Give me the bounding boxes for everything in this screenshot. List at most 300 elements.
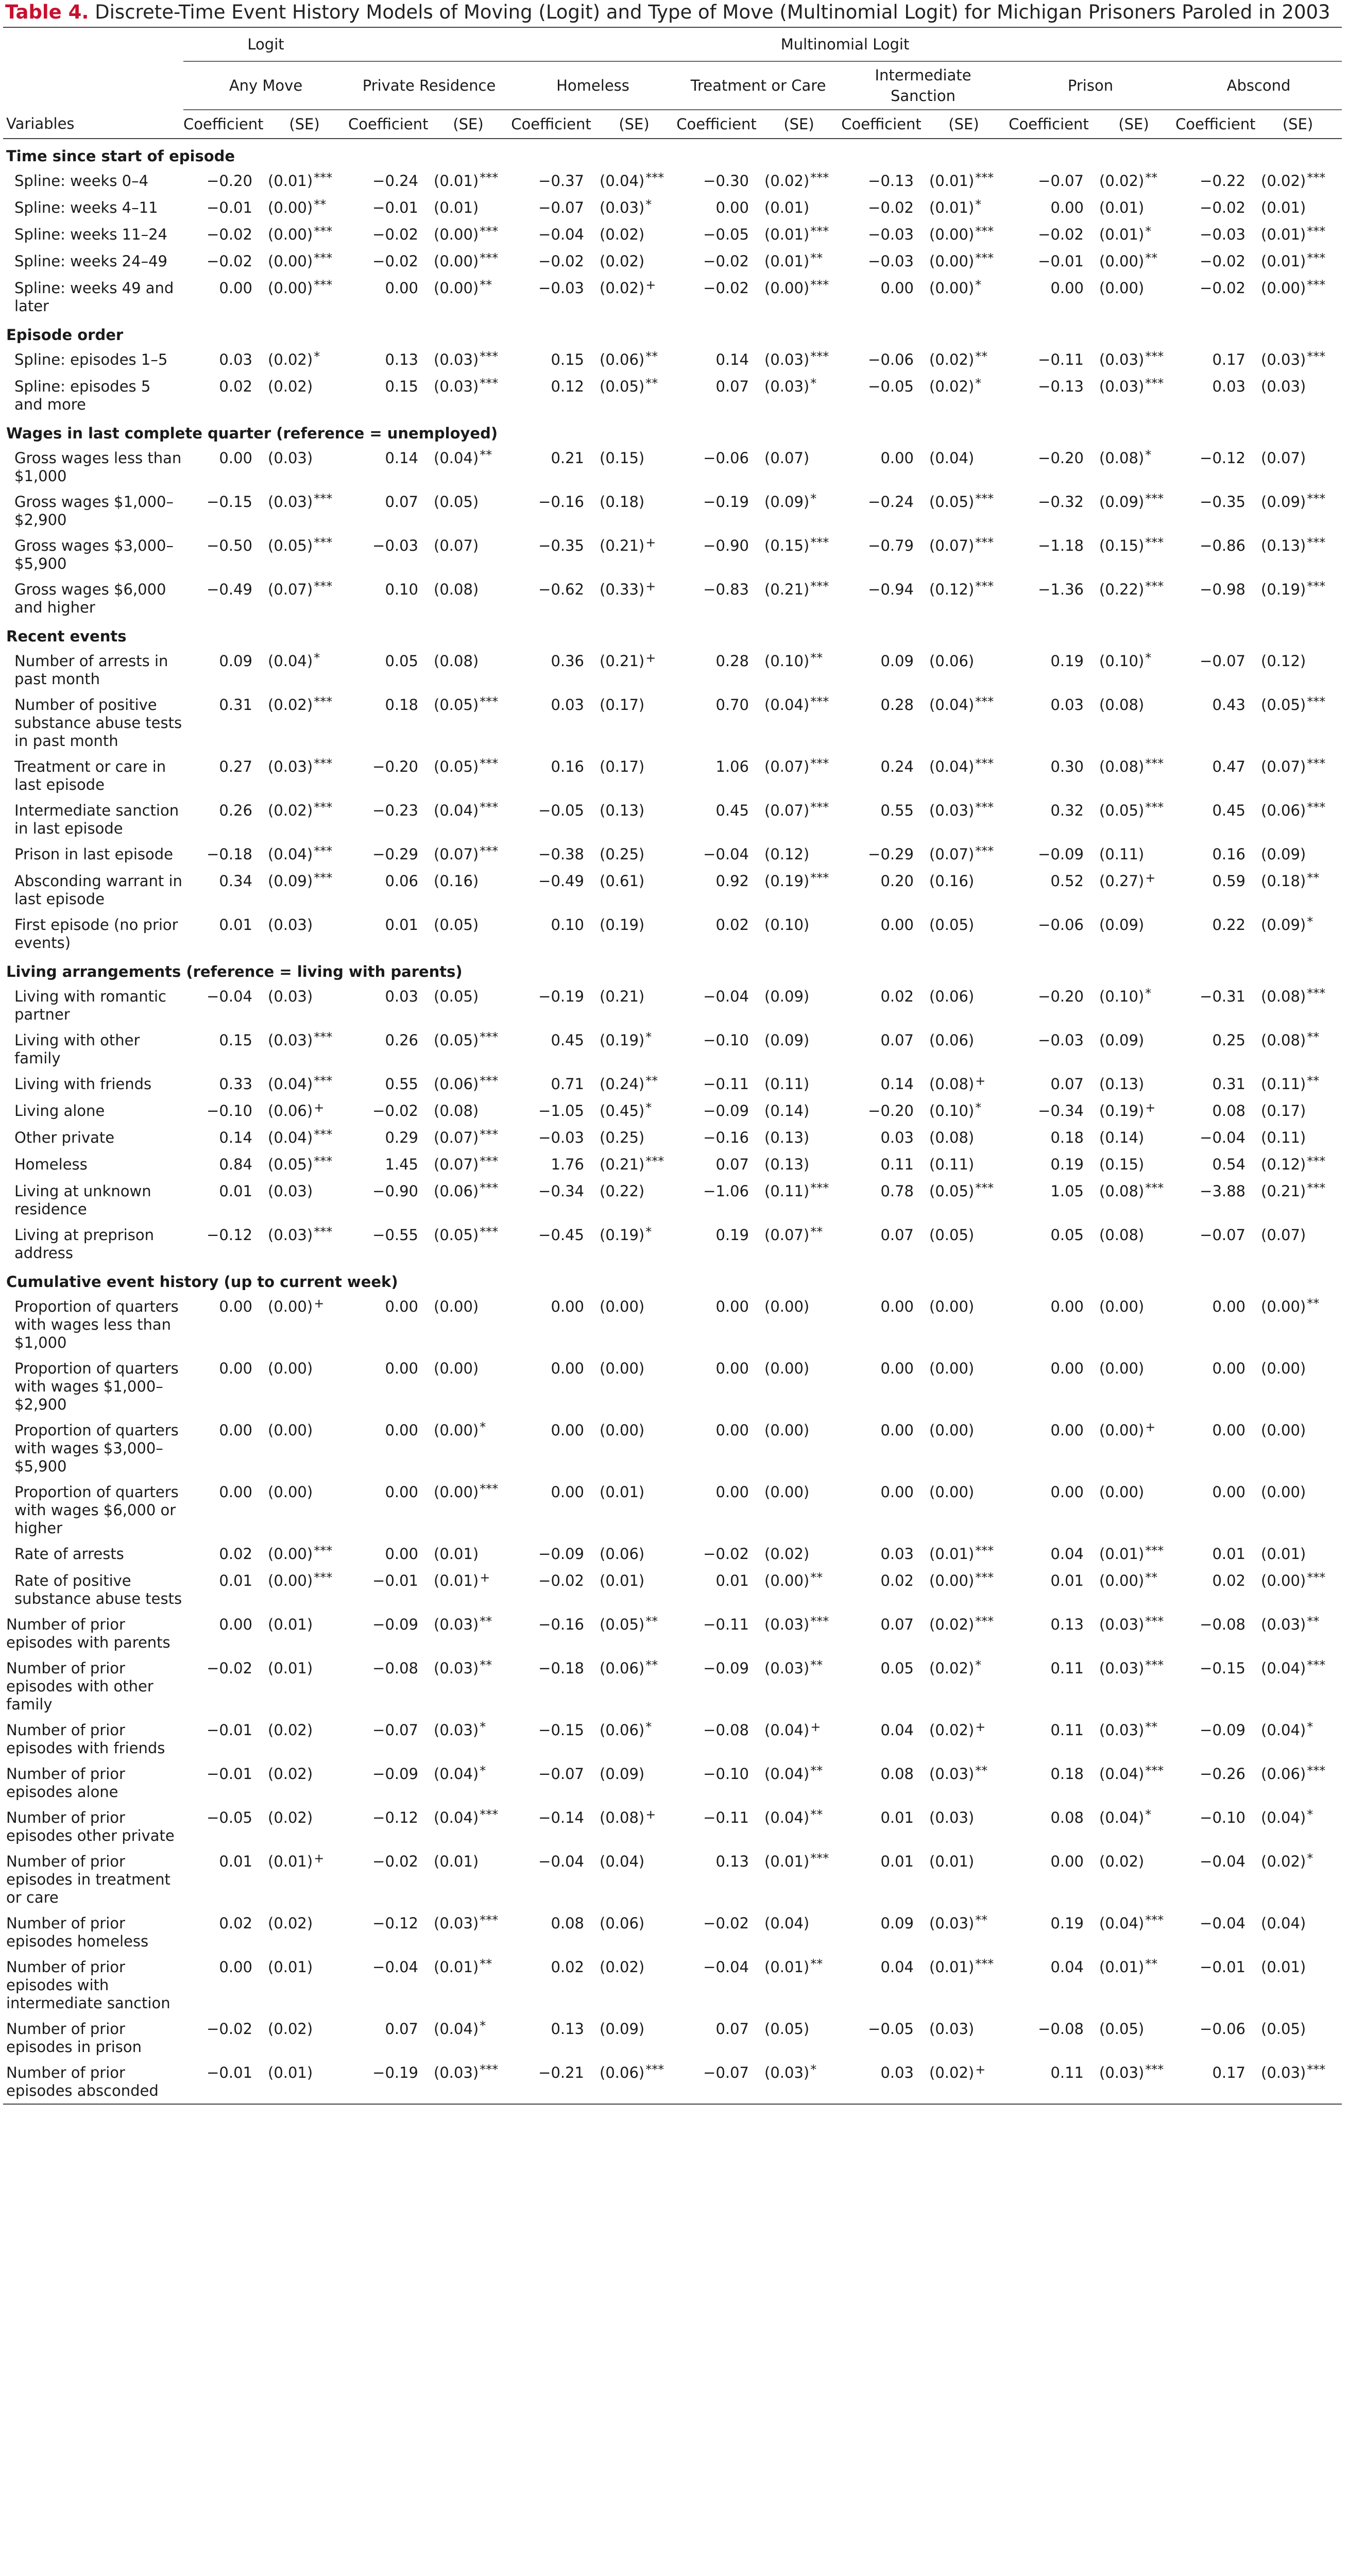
coefficient-cell: 0.14 xyxy=(219,1129,252,1146)
coefficient-cell: −0.05 xyxy=(868,2020,914,2038)
coefficient-cell: −0.18 xyxy=(207,845,252,863)
page xyxy=(3,0,1342,2105)
significance-marker: + xyxy=(645,651,656,665)
coefficient-cell: −0.98 xyxy=(1200,581,1246,598)
se-value: (0.12) xyxy=(764,845,810,863)
se-value: (0.17) xyxy=(1261,1102,1306,1120)
significance-marker: *** xyxy=(314,756,333,771)
significance-marker: *** xyxy=(810,349,829,364)
se-cell xyxy=(1254,1294,1342,1355)
se-value: (0.05) xyxy=(268,1156,313,1173)
coefficient-cell: −0.35 xyxy=(538,537,585,554)
se-cell xyxy=(426,168,510,195)
se-value: (0.02) xyxy=(929,1616,975,1633)
se-cell xyxy=(1092,2060,1175,2104)
se-value: (0.16) xyxy=(929,872,975,890)
se-value: (0.03) xyxy=(929,2020,975,2038)
significance-marker: *** xyxy=(1307,171,1326,185)
se-value: (0.01) xyxy=(268,2064,313,2081)
coefficient-cell: 0.01 xyxy=(219,1182,252,1200)
coefficient-cell: 0.00 xyxy=(219,1298,252,1315)
significance-marker: *** xyxy=(480,1181,499,1195)
significance-marker: *** xyxy=(810,535,829,550)
coefficient-cell: 0.16 xyxy=(1212,845,1246,863)
significance-marker: ** xyxy=(975,349,988,364)
se-value: (0.05) xyxy=(929,493,975,511)
se-cell xyxy=(592,1151,676,1178)
se-value: (0.00) xyxy=(434,226,479,243)
coefficient-cell: −3.88 xyxy=(1200,1182,1246,1200)
header-coefficient: Coefficient xyxy=(348,115,429,133)
coefficient-cell: −0.09 xyxy=(1038,845,1084,863)
significance-marker: *** xyxy=(1145,349,1164,364)
coefficient-cell: 0.45 xyxy=(551,1031,585,1049)
coefficient-cell: −0.04 xyxy=(207,988,252,1005)
se-value: (0.00) xyxy=(764,1360,810,1377)
coefficient-cell: −0.06 xyxy=(1200,2020,1246,2038)
coefficient-cell: −0.11 xyxy=(703,1075,749,1093)
significance-marker: + xyxy=(975,2062,986,2077)
se-cell xyxy=(922,2016,1005,2060)
se-value: (0.01) xyxy=(929,1958,975,1976)
se-value: (0.01) xyxy=(1261,252,1306,270)
table-row xyxy=(3,1568,1342,1612)
coefficient-cell: 0.01 xyxy=(385,916,419,934)
se-cell xyxy=(592,1568,676,1612)
significance-marker: *** xyxy=(480,1127,499,1142)
significance-marker: + xyxy=(645,579,656,594)
se-cell xyxy=(592,1717,676,1761)
se-cell xyxy=(261,374,348,417)
se-cell xyxy=(592,1805,676,1849)
table-row xyxy=(3,1071,1342,1098)
se-value: (0.04) xyxy=(434,802,479,819)
se-value: (0.08) xyxy=(434,1102,479,1120)
se-cell xyxy=(592,1417,676,1479)
se-cell xyxy=(757,1294,841,1355)
se-value: (0.05) xyxy=(600,378,645,395)
se-cell xyxy=(1092,648,1175,692)
table-row xyxy=(3,912,1342,956)
se-cell xyxy=(1254,347,1342,374)
significance-marker: *** xyxy=(314,171,333,185)
se-value: (0.00) xyxy=(600,1298,645,1315)
variable-label: Spline: episodes 5 and more xyxy=(14,378,151,413)
se-cell xyxy=(1092,1098,1175,1125)
se-cell xyxy=(757,195,841,222)
table-row xyxy=(3,1805,1342,1849)
se-cell xyxy=(757,2060,841,2104)
coefficient-cell: 0.05 xyxy=(880,1659,914,1677)
significance-marker: * xyxy=(645,1225,652,1239)
se-cell xyxy=(922,1541,1005,1568)
variable-label: Number of prior episodes with parents xyxy=(6,1616,170,1651)
se-cell xyxy=(261,1417,348,1479)
coefficient-cell: 0.00 xyxy=(880,916,914,934)
caption-text: Discrete-Time Event History Models of Moving (Logit) and Type of Move (Multinomial Logit) for Michigan Prisoners Paroled in 2003 xyxy=(89,1,1330,23)
variable-label: Intermediate sanction in last episode xyxy=(14,802,179,837)
variable-label: Living alone xyxy=(14,1102,105,1120)
se-cell xyxy=(1254,1761,1342,1805)
coefficient-cell: −0.09 xyxy=(372,1616,419,1633)
coefficient-cell: 0.24 xyxy=(880,758,914,775)
coefficient-cell: −0.03 xyxy=(1200,226,1246,243)
coefficient-cell: −0.15 xyxy=(207,493,252,511)
se-cell xyxy=(1254,2060,1342,2104)
se-cell xyxy=(261,1612,348,1655)
se-cell xyxy=(261,248,348,275)
coefficient-cell: 0.00 xyxy=(219,449,252,467)
se-cell xyxy=(1254,912,1342,956)
coefficient-cell: −1.36 xyxy=(1038,581,1084,598)
se-cell xyxy=(922,912,1005,956)
se-cell xyxy=(1254,692,1342,754)
coefficient-cell: −0.02 xyxy=(1038,226,1084,243)
se-cell xyxy=(426,248,510,275)
coefficient-cell: 0.00 xyxy=(1212,1360,1246,1377)
significance-marker: *** xyxy=(975,251,994,265)
se-value: (0.05) xyxy=(929,916,975,934)
table-row xyxy=(3,1355,1342,1417)
se-value: (0.03) xyxy=(1261,351,1306,368)
table-row xyxy=(3,754,1342,798)
coefficient-cell: 0.08 xyxy=(1050,1809,1084,1826)
se-cell xyxy=(1092,347,1175,374)
se-value: (0.21) xyxy=(600,537,645,554)
coefficient-cell: −0.08 xyxy=(703,1721,749,1739)
se-value: (0.15) xyxy=(1099,1156,1145,1173)
se-value: (0.02) xyxy=(268,378,313,395)
se-cell xyxy=(922,798,1005,841)
se-value: (0.45) xyxy=(600,1102,645,1120)
coefficient-cell: −0.12 xyxy=(372,1914,419,1932)
coefficient-cell: 0.00 xyxy=(385,1421,419,1439)
coefficient-cell: −0.49 xyxy=(538,872,585,890)
se-cell xyxy=(426,489,510,533)
se-value: (0.07) xyxy=(1261,1226,1306,1244)
coefficient-cell: −0.01 xyxy=(372,1572,419,1589)
coefficient-cell: −0.20 xyxy=(1038,449,1084,467)
se-value: (0.04) xyxy=(929,449,975,467)
significance-marker: *** xyxy=(1307,800,1326,815)
se-value: (0.05) xyxy=(268,537,313,554)
se-value: (0.09) xyxy=(1099,493,1145,511)
se-cell xyxy=(757,1910,841,1954)
se-value: (0.00) xyxy=(1099,1298,1145,1315)
variable-label: Gross wages less than $1,000 xyxy=(14,449,182,485)
significance-marker: ** xyxy=(810,1225,823,1239)
se-value: (0.09) xyxy=(764,988,810,1005)
se-cell xyxy=(426,275,510,319)
coefficient-cell: 0.00 xyxy=(880,279,914,297)
se-cell xyxy=(757,1125,841,1151)
se-cell xyxy=(592,1178,676,1222)
significance-marker: * xyxy=(975,278,982,292)
se-value: (0.03) xyxy=(764,1659,810,1677)
se-value: (0.05) xyxy=(434,988,479,1005)
se-cell xyxy=(922,1479,1005,1541)
se-value: (0.03) xyxy=(764,2064,810,2081)
table-row xyxy=(3,222,1342,248)
se-value: (0.04) xyxy=(600,172,645,190)
significance-marker: ** xyxy=(1307,1074,1320,1088)
se-value: (0.00) xyxy=(1099,279,1145,297)
se-cell xyxy=(261,1071,348,1098)
se-cell xyxy=(1092,2016,1175,2060)
significance-marker: ** xyxy=(480,1614,492,1629)
se-value: (0.04) xyxy=(1261,1809,1306,1826)
header-coefficient: Coefficient xyxy=(1009,115,1089,133)
se-value: (0.07) xyxy=(1261,449,1306,467)
se-cell xyxy=(1092,692,1175,754)
coefficient-cell: −0.20 xyxy=(1038,988,1084,1005)
se-cell xyxy=(1254,754,1342,798)
se-value: (0.04) xyxy=(929,696,975,714)
coefficient-cell: −0.37 xyxy=(538,172,585,190)
coefficient-cell: 0.84 xyxy=(219,1156,252,1173)
se-cell xyxy=(261,1805,348,1849)
se-value: (0.04) xyxy=(600,1853,645,1870)
significance-marker: + xyxy=(645,278,656,292)
significance-marker: *** xyxy=(1145,2062,1164,2077)
coefficient-cell: −0.14 xyxy=(538,1809,585,1826)
significance-marker: * xyxy=(810,492,817,506)
se-cell xyxy=(592,798,676,841)
significance-marker: ** xyxy=(810,251,823,265)
header-coefficient: Coefficient xyxy=(676,115,757,133)
coefficient-cell: −0.02 xyxy=(868,199,914,216)
se-value: (0.00) xyxy=(764,1421,810,1439)
se-cell xyxy=(1254,1355,1342,1417)
se-cell xyxy=(757,2016,841,2060)
se-value: (0.01) xyxy=(600,1572,645,1589)
se-value: (0.00) xyxy=(268,1483,313,1501)
caption-label: Table 4. xyxy=(5,1,89,23)
se-cell xyxy=(261,1294,348,1355)
se-cell xyxy=(922,1954,1005,2016)
se-cell xyxy=(261,445,348,489)
se-value: (0.06) xyxy=(929,988,975,1005)
significance-marker: * xyxy=(314,349,320,364)
significance-marker: + xyxy=(975,1074,986,1088)
se-value: (0.01) xyxy=(1099,1958,1145,1976)
se-cell xyxy=(426,984,510,1027)
se-value: (0.22) xyxy=(600,1182,645,1200)
coefficient-cell: −0.13 xyxy=(868,172,914,190)
coefficient-cell: −0.12 xyxy=(1200,449,1246,467)
significance-marker: * xyxy=(645,1030,652,1044)
se-cell xyxy=(922,984,1005,1027)
se-cell xyxy=(261,1151,348,1178)
se-cell xyxy=(922,1027,1005,1071)
table-row xyxy=(3,692,1342,754)
significance-marker: *** xyxy=(1307,251,1326,265)
coefficient-cell: −0.86 xyxy=(1200,537,1246,554)
coefficient-cell: −0.02 xyxy=(207,252,252,270)
coefficient-cell: 0.09 xyxy=(880,1914,914,1932)
significance-marker: *** xyxy=(1307,2062,1326,2077)
se-cell xyxy=(426,841,510,868)
se-value: (0.13) xyxy=(764,1129,810,1146)
table-row xyxy=(3,248,1342,275)
se-value: (0.02) xyxy=(600,252,645,270)
se-value: (0.03) xyxy=(268,1182,313,1200)
section-title: Episode order xyxy=(6,326,124,344)
se-value: (0.00) xyxy=(764,1298,810,1315)
coefficient-cell: −0.02 xyxy=(1200,199,1246,216)
se-cell xyxy=(1254,1655,1342,1717)
coefficient-cell: −0.08 xyxy=(1200,1616,1246,1633)
coefficient-cell: −0.90 xyxy=(703,537,749,554)
coefficient-cell: 0.04 xyxy=(880,1958,914,1976)
significance-marker: *** xyxy=(810,1851,829,1866)
coefficient-cell: −0.38 xyxy=(538,845,585,863)
se-cell xyxy=(1254,577,1342,620)
variable-label: Homeless xyxy=(14,1156,88,1173)
coefficient-cell: −0.20 xyxy=(868,1102,914,1120)
se-value: (0.00) xyxy=(929,1298,975,1315)
se-value: (0.01) xyxy=(764,252,810,270)
variable-label: First episode (no prior events) xyxy=(14,916,178,952)
se-cell xyxy=(261,984,348,1027)
se-cell xyxy=(592,195,676,222)
coefficient-cell: 0.18 xyxy=(1050,1765,1084,1783)
se-cell xyxy=(1092,1805,1175,1849)
se-cell xyxy=(1092,1178,1175,1222)
se-value: (0.10) xyxy=(764,916,810,934)
coefficient-cell: 0.03 xyxy=(385,988,419,1005)
significance-marker: *** xyxy=(314,535,333,550)
coefficient-cell: 0.00 xyxy=(1050,1483,1084,1501)
se-cell xyxy=(426,1568,510,1612)
coefficient-cell: −0.01 xyxy=(207,1721,252,1739)
significance-marker: * xyxy=(645,197,652,212)
significance-marker: *** xyxy=(480,1913,499,1927)
se-cell xyxy=(1254,1910,1342,1954)
coefficient-cell: −0.03 xyxy=(372,537,419,554)
coefficient-cell: −0.01 xyxy=(372,199,419,216)
coefficient-cell: 0.07 xyxy=(715,1156,749,1173)
se-cell xyxy=(1092,489,1175,533)
se-value: (0.15) xyxy=(600,449,645,467)
coefficient-cell: 0.00 xyxy=(880,449,914,467)
se-value: (0.19) xyxy=(600,1226,645,1244)
coefficient-cell: 0.19 xyxy=(1050,1156,1084,1173)
coefficient-cell: 0.01 xyxy=(880,1853,914,1870)
coefficient-cell: −0.10 xyxy=(1200,1809,1246,1826)
se-value: (0.25) xyxy=(600,845,645,863)
coefficient-cell: 0.27 xyxy=(219,758,252,775)
se-cell xyxy=(261,1125,348,1151)
se-value: (0.17) xyxy=(600,696,645,714)
se-value: (0.02) xyxy=(268,2020,313,2038)
se-cell xyxy=(757,1954,841,2016)
coefficient-cell: −0.09 xyxy=(703,1659,749,1677)
se-value: (0.01) xyxy=(268,1853,313,1870)
header-any-move: Any Move xyxy=(183,61,348,110)
se-cell xyxy=(922,374,1005,417)
se-cell xyxy=(1092,248,1175,275)
significance-marker: + xyxy=(645,535,656,550)
se-cell xyxy=(1254,1954,1342,2016)
significance-marker: *** xyxy=(975,1544,994,1558)
se-value: (0.11) xyxy=(1261,1129,1306,1146)
se-value: (0.27) xyxy=(1099,872,1145,890)
se-cell xyxy=(922,1805,1005,1849)
se-cell xyxy=(426,445,510,489)
se-value: (0.00) xyxy=(1261,1421,1306,1439)
coefficient-cell: −0.04 xyxy=(703,988,749,1005)
se-cell xyxy=(592,374,676,417)
se-cell xyxy=(1254,798,1342,841)
significance-marker: * xyxy=(480,1764,486,1778)
se-value: (0.13) xyxy=(1261,537,1306,554)
se-cell xyxy=(922,1568,1005,1612)
coefficient-cell: 0.00 xyxy=(1050,279,1084,297)
se-cell xyxy=(426,1761,510,1805)
se-value: (0.01) xyxy=(929,1853,975,1870)
significance-marker: *** xyxy=(1307,1181,1326,1195)
coefficient-cell: 0.11 xyxy=(1050,1659,1084,1677)
se-value: (0.16) xyxy=(434,872,479,890)
coefficient-cell: −0.02 xyxy=(372,252,419,270)
se-value: (0.10) xyxy=(929,1102,975,1120)
se-value: (0.00) xyxy=(1261,279,1306,297)
coefficient-cell: −1.18 xyxy=(1038,537,1084,554)
se-value: (0.01) xyxy=(1099,1545,1145,1563)
coefficient-cell: 0.31 xyxy=(219,696,252,714)
se-cell xyxy=(1254,1541,1342,1568)
table-row xyxy=(3,1125,1342,1151)
coefficient-cell: 0.17 xyxy=(1212,351,1246,368)
variable-label: Number of prior episodes absconded xyxy=(3,2060,183,2104)
coefficient-cell: 0.07 xyxy=(715,2020,749,2038)
significance-marker: *** xyxy=(975,1570,994,1585)
se-value: (0.00) xyxy=(268,252,313,270)
coefficient-cell: −0.24 xyxy=(372,172,419,190)
se-cell xyxy=(426,798,510,841)
se-value: (0.06) xyxy=(600,2064,645,2081)
coefficient-cell: −0.04 xyxy=(1200,1914,1246,1932)
coefficient-cell: −0.29 xyxy=(868,845,914,863)
se-cell xyxy=(592,168,676,195)
se-cell xyxy=(757,1151,841,1178)
coefficient-cell: 0.00 xyxy=(715,199,749,216)
coefficient-cell: −0.01 xyxy=(207,1765,252,1783)
significance-marker: + xyxy=(1145,1100,1156,1115)
coefficient-cell: −0.01 xyxy=(183,2060,261,2104)
se-cell xyxy=(261,222,348,248)
se-value: (0.04) xyxy=(268,1075,313,1093)
se-value: (0.02) xyxy=(929,1659,975,1677)
coefficient-cell: −0.30 xyxy=(703,172,749,190)
se-cell xyxy=(1092,1910,1175,1954)
se-cell xyxy=(426,347,510,374)
se-value: (0.09) xyxy=(1261,916,1306,934)
se-cell xyxy=(922,1417,1005,1479)
se-cell xyxy=(757,1098,841,1125)
section-header xyxy=(3,1266,1342,1294)
se-value: (0.01) xyxy=(1261,226,1306,243)
se-value: (0.03) xyxy=(434,1659,479,1677)
coefficient-cell: −0.03 xyxy=(538,279,585,297)
significance-marker: * xyxy=(1307,914,1313,929)
se-cell xyxy=(261,1717,348,1761)
se-value: (0.00) xyxy=(929,226,975,243)
coefficient-cell: −0.83 xyxy=(703,581,749,598)
se-cell xyxy=(261,1954,348,2016)
coefficient-cell: 0.00 xyxy=(880,1298,914,1315)
